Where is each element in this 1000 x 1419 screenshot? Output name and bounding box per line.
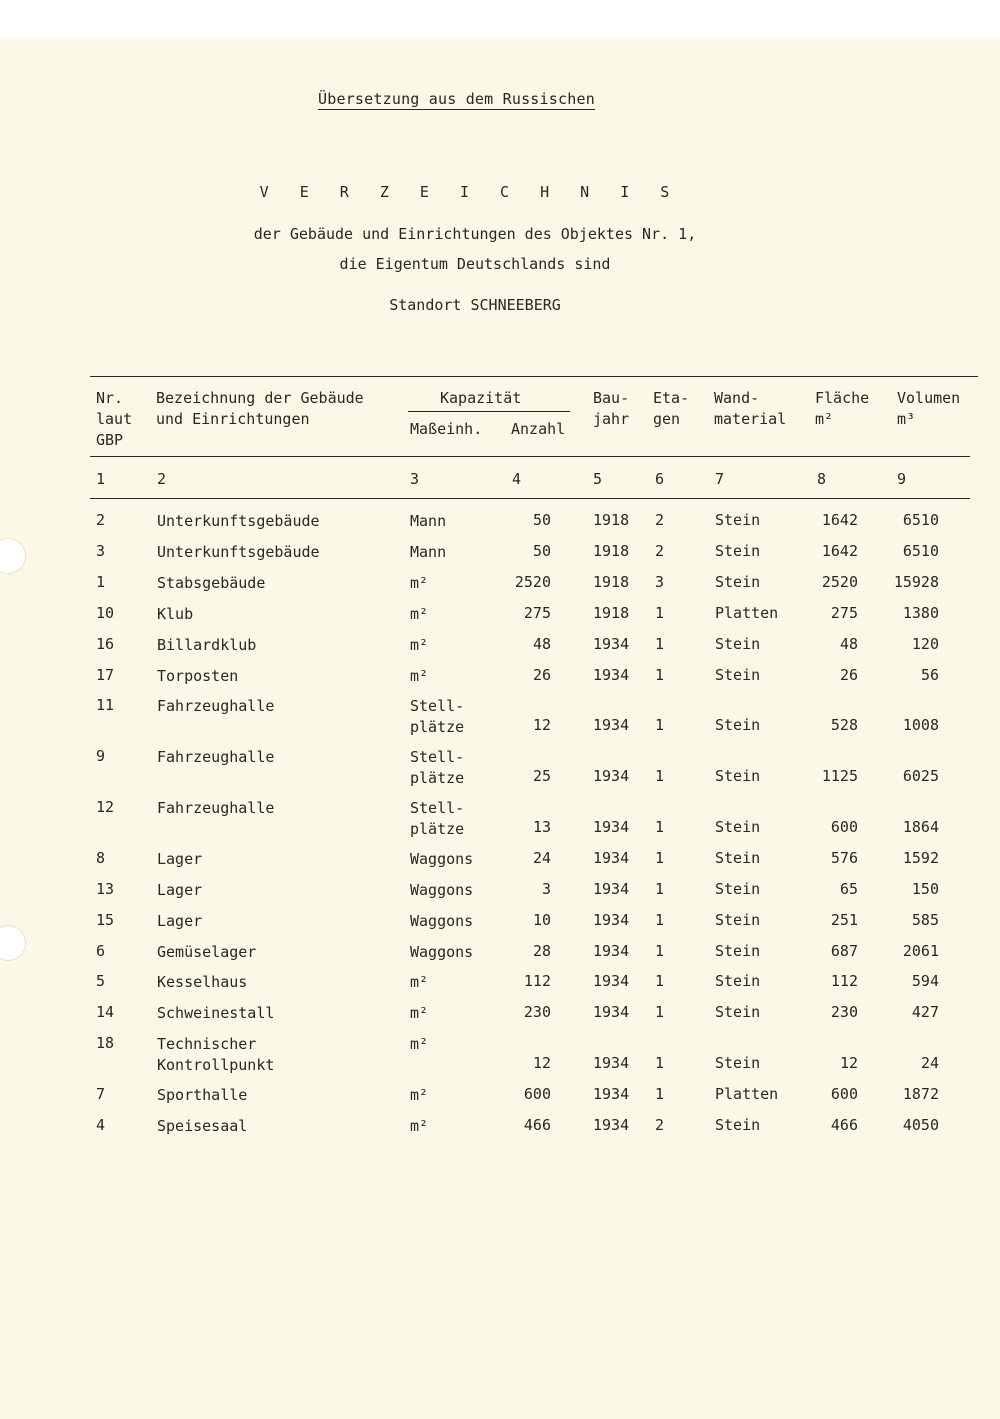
row-wall-material: Stein bbox=[715, 716, 761, 734]
row-unit: Waggons bbox=[410, 850, 474, 868]
row-area: 1125 bbox=[821, 767, 858, 785]
header-bottom-rule bbox=[90, 456, 970, 457]
row-floors: 3 bbox=[655, 573, 665, 591]
row-floors: 1 bbox=[655, 911, 665, 929]
header-nr: Nr. laut GBP bbox=[96, 389, 133, 449]
row-volume: 56 bbox=[920, 666, 939, 684]
row-year: 1934 bbox=[593, 1054, 630, 1072]
row-volume: 4050 bbox=[902, 1116, 939, 1134]
row-wall-material: Platten bbox=[715, 1085, 779, 1103]
column-number: 9 bbox=[897, 470, 907, 488]
row-name: Speisesaal bbox=[157, 1117, 248, 1135]
row-count: 12 bbox=[532, 716, 551, 734]
row-unit: m² bbox=[410, 667, 429, 685]
row-year: 1934 bbox=[593, 716, 630, 734]
column-number: 2 bbox=[157, 470, 167, 488]
row-nr: 11 bbox=[96, 696, 115, 714]
location-line: Standort SCHNEEBERG bbox=[389, 296, 561, 314]
row-name: Torposten bbox=[157, 667, 239, 685]
row-wall-material: Stein bbox=[715, 880, 761, 898]
row-floors: 1 bbox=[655, 849, 665, 867]
row-nr: 17 bbox=[96, 666, 115, 684]
scan-top-border bbox=[0, 0, 1000, 38]
row-floors: 1 bbox=[655, 716, 665, 734]
row-area: 1642 bbox=[821, 542, 858, 560]
table-top-rule bbox=[90, 376, 978, 377]
row-volume: 120 bbox=[911, 635, 939, 653]
column-number: 1 bbox=[96, 470, 106, 488]
row-floors: 1 bbox=[655, 666, 665, 684]
row-count: 25 bbox=[532, 767, 551, 785]
row-count: 600 bbox=[523, 1085, 551, 1103]
row-name: Stabsgebäude bbox=[157, 574, 266, 592]
row-floors: 1 bbox=[655, 1054, 665, 1072]
row-name: Technischer Kontrollpunkt bbox=[157, 1035, 275, 1074]
row-wall-material: Stein bbox=[715, 542, 761, 560]
row-year: 1918 bbox=[593, 604, 630, 622]
row-unit: m² bbox=[410, 1117, 429, 1135]
row-volume: 1864 bbox=[902, 818, 939, 836]
row-count: 3 bbox=[541, 880, 551, 898]
row-area: 466 bbox=[830, 1116, 858, 1134]
capacity-subrule bbox=[408, 411, 570, 412]
row-nr: 13 bbox=[96, 880, 115, 898]
row-area: 576 bbox=[830, 849, 858, 867]
row-name: Lager bbox=[157, 881, 203, 899]
row-floors: 1 bbox=[655, 880, 665, 898]
column-number: 5 bbox=[593, 470, 603, 488]
header-name: Bezeichnung der Gebäude und Einrichtungen bbox=[156, 389, 364, 428]
row-wall-material: Stein bbox=[715, 1054, 761, 1072]
document-title: V E R Z E I C H N I S bbox=[259, 183, 681, 201]
row-volume: 1592 bbox=[902, 849, 939, 867]
row-nr: 4 bbox=[96, 1116, 106, 1134]
row-unit: Waggons bbox=[410, 912, 474, 930]
header-wall: Wand- material bbox=[714, 389, 787, 428]
row-year: 1918 bbox=[593, 573, 630, 591]
row-area: 112 bbox=[830, 972, 858, 990]
row-year: 1934 bbox=[593, 666, 630, 684]
row-count: 112 bbox=[523, 972, 551, 990]
column-number: 7 bbox=[715, 470, 725, 488]
row-count: 466 bbox=[523, 1116, 551, 1134]
row-wall-material: Stein bbox=[715, 849, 761, 867]
row-nr: 7 bbox=[96, 1085, 106, 1103]
row-wall-material: Platten bbox=[715, 604, 779, 622]
row-area: 687 bbox=[830, 942, 858, 960]
column-number: 3 bbox=[410, 470, 420, 488]
row-volume: 1380 bbox=[902, 604, 939, 622]
header-floors: Eta- gen bbox=[653, 389, 690, 428]
row-floors: 1 bbox=[655, 942, 665, 960]
row-year: 1934 bbox=[593, 1116, 630, 1134]
row-floors: 1 bbox=[655, 635, 665, 653]
row-unit: Stell- plätze bbox=[410, 697, 465, 736]
row-wall-material: Stein bbox=[715, 1003, 761, 1021]
row-floors: 2 bbox=[655, 542, 665, 560]
row-area: 26 bbox=[839, 666, 858, 684]
row-area: 600 bbox=[830, 818, 858, 836]
row-name: Unterkunftsgebäude bbox=[157, 512, 320, 530]
row-name: Sporthalle bbox=[157, 1086, 248, 1104]
row-unit: m² bbox=[410, 636, 429, 654]
row-year: 1934 bbox=[593, 911, 630, 929]
row-wall-material: Stein bbox=[715, 818, 761, 836]
row-wall-material: Stein bbox=[715, 942, 761, 960]
row-wall-material: Stein bbox=[715, 666, 761, 684]
column-number: 8 bbox=[817, 470, 827, 488]
row-area: 600 bbox=[830, 1085, 858, 1103]
row-name: Lager bbox=[157, 912, 203, 930]
row-unit: Stell- plätze bbox=[410, 748, 465, 787]
row-area: 230 bbox=[830, 1003, 858, 1021]
row-area: 48 bbox=[839, 635, 858, 653]
row-wall-material: Stein bbox=[715, 972, 761, 990]
row-floors: 2 bbox=[655, 511, 665, 529]
row-count: 48 bbox=[532, 635, 551, 653]
row-volume: 6510 bbox=[902, 511, 939, 529]
row-area: 1642 bbox=[821, 511, 858, 529]
row-nr: 3 bbox=[96, 542, 106, 560]
colnum-bottom-rule bbox=[90, 498, 970, 499]
row-floors: 2 bbox=[655, 1116, 665, 1134]
row-name: Fahrzeughalle bbox=[157, 697, 275, 715]
row-name: Lager bbox=[157, 850, 203, 868]
row-floors: 1 bbox=[655, 604, 665, 622]
row-area: 65 bbox=[839, 880, 858, 898]
row-nr: 6 bbox=[96, 942, 106, 960]
row-year: 1934 bbox=[593, 767, 630, 785]
subtitle-line-2: die Eigentum Deutschlands sind bbox=[339, 255, 611, 273]
row-nr: 12 bbox=[96, 798, 115, 816]
column-number: 6 bbox=[655, 470, 665, 488]
header-capacity: Kapazität bbox=[440, 389, 522, 407]
row-count: 275 bbox=[523, 604, 551, 622]
row-floors: 1 bbox=[655, 972, 665, 990]
row-year: 1934 bbox=[593, 1085, 630, 1103]
row-wall-material: Stein bbox=[715, 511, 761, 529]
row-unit: Stell- plätze bbox=[410, 799, 465, 838]
row-area: 2520 bbox=[821, 573, 858, 591]
row-volume: 6025 bbox=[902, 767, 939, 785]
row-count: 24 bbox=[532, 849, 551, 867]
row-volume: 1872 bbox=[902, 1085, 939, 1103]
row-count: 50 bbox=[532, 542, 551, 560]
row-unit: m² bbox=[410, 1035, 429, 1053]
row-count: 12 bbox=[532, 1054, 551, 1072]
row-count: 50 bbox=[532, 511, 551, 529]
row-unit: m² bbox=[410, 1086, 429, 1104]
row-volume: 24 bbox=[920, 1054, 939, 1072]
row-area: 528 bbox=[830, 716, 858, 734]
row-unit: Waggons bbox=[410, 943, 474, 961]
row-nr: 16 bbox=[96, 635, 115, 653]
row-volume: 585 bbox=[911, 911, 939, 929]
column-number: 4 bbox=[512, 470, 522, 488]
row-wall-material: Stein bbox=[715, 911, 761, 929]
row-count: 26 bbox=[532, 666, 551, 684]
row-name: Fahrzeughalle bbox=[157, 748, 275, 766]
row-floors: 1 bbox=[655, 767, 665, 785]
row-unit: m² bbox=[410, 973, 429, 991]
row-volume: 1008 bbox=[902, 716, 939, 734]
row-name: Billardklub bbox=[157, 636, 257, 654]
translation-note: Übersetzung aus dem Russischen bbox=[318, 90, 595, 108]
header-unit: Maßeinh. bbox=[410, 420, 483, 438]
row-count: 13 bbox=[532, 818, 551, 836]
subtitle-line-1: der Gebäude und Einrichtungen des Objektes Nr. 1, bbox=[253, 225, 697, 243]
row-name: Klub bbox=[157, 605, 194, 623]
row-unit: m² bbox=[410, 574, 429, 592]
row-floors: 1 bbox=[655, 1003, 665, 1021]
row-nr: 15 bbox=[96, 911, 115, 929]
row-year: 1918 bbox=[593, 511, 630, 529]
row-nr: 10 bbox=[96, 604, 115, 622]
row-year: 1934 bbox=[593, 880, 630, 898]
row-year: 1918 bbox=[593, 542, 630, 560]
row-name: Fahrzeughalle bbox=[157, 799, 275, 817]
row-volume: 594 bbox=[911, 972, 939, 990]
row-year: 1934 bbox=[593, 849, 630, 867]
row-year: 1934 bbox=[593, 972, 630, 990]
row-volume: 2061 bbox=[902, 942, 939, 960]
row-volume: 15928 bbox=[893, 573, 939, 591]
row-volume: 427 bbox=[911, 1003, 939, 1021]
row-nr: 2 bbox=[96, 511, 106, 529]
header-count: Anzahl bbox=[511, 420, 566, 438]
row-wall-material: Stein bbox=[715, 573, 761, 591]
row-name: Schweinestall bbox=[157, 1004, 275, 1022]
row-floors: 1 bbox=[655, 818, 665, 836]
row-wall-material: Stein bbox=[715, 1116, 761, 1134]
row-count: 230 bbox=[523, 1003, 551, 1021]
row-count: 10 bbox=[532, 911, 551, 929]
row-volume: 150 bbox=[911, 880, 939, 898]
header-area: Fläche m² bbox=[815, 389, 870, 428]
header-volume: Volumen m³ bbox=[897, 389, 961, 428]
row-name: Gemüselager bbox=[157, 943, 257, 961]
row-volume: 6510 bbox=[902, 542, 939, 560]
row-nr: 9 bbox=[96, 747, 106, 765]
row-floors: 1 bbox=[655, 1085, 665, 1103]
row-nr: 18 bbox=[96, 1034, 115, 1052]
row-area: 12 bbox=[839, 1054, 858, 1072]
row-nr: 8 bbox=[96, 849, 106, 867]
row-unit: Waggons bbox=[410, 881, 474, 899]
row-nr: 5 bbox=[96, 972, 106, 990]
row-count: 2520 bbox=[514, 573, 551, 591]
row-name: Kesselhaus bbox=[157, 973, 248, 991]
header-year: Bau- jahr bbox=[593, 389, 630, 428]
row-nr: 1 bbox=[96, 573, 106, 591]
row-year: 1934 bbox=[593, 942, 630, 960]
row-year: 1934 bbox=[593, 635, 630, 653]
row-year: 1934 bbox=[593, 1003, 630, 1021]
row-name: Unterkunftsgebäude bbox=[157, 543, 320, 561]
row-area: 251 bbox=[830, 911, 858, 929]
row-wall-material: Stein bbox=[715, 767, 761, 785]
row-area: 275 bbox=[830, 604, 858, 622]
row-wall-material: Stein bbox=[715, 635, 761, 653]
row-nr: 14 bbox=[96, 1003, 115, 1021]
row-year: 1934 bbox=[593, 818, 630, 836]
row-count: 28 bbox=[532, 942, 551, 960]
row-unit: m² bbox=[410, 605, 429, 623]
row-unit: m² bbox=[410, 1004, 429, 1022]
row-unit: Mann bbox=[410, 543, 447, 561]
row-unit: Mann bbox=[410, 512, 447, 530]
